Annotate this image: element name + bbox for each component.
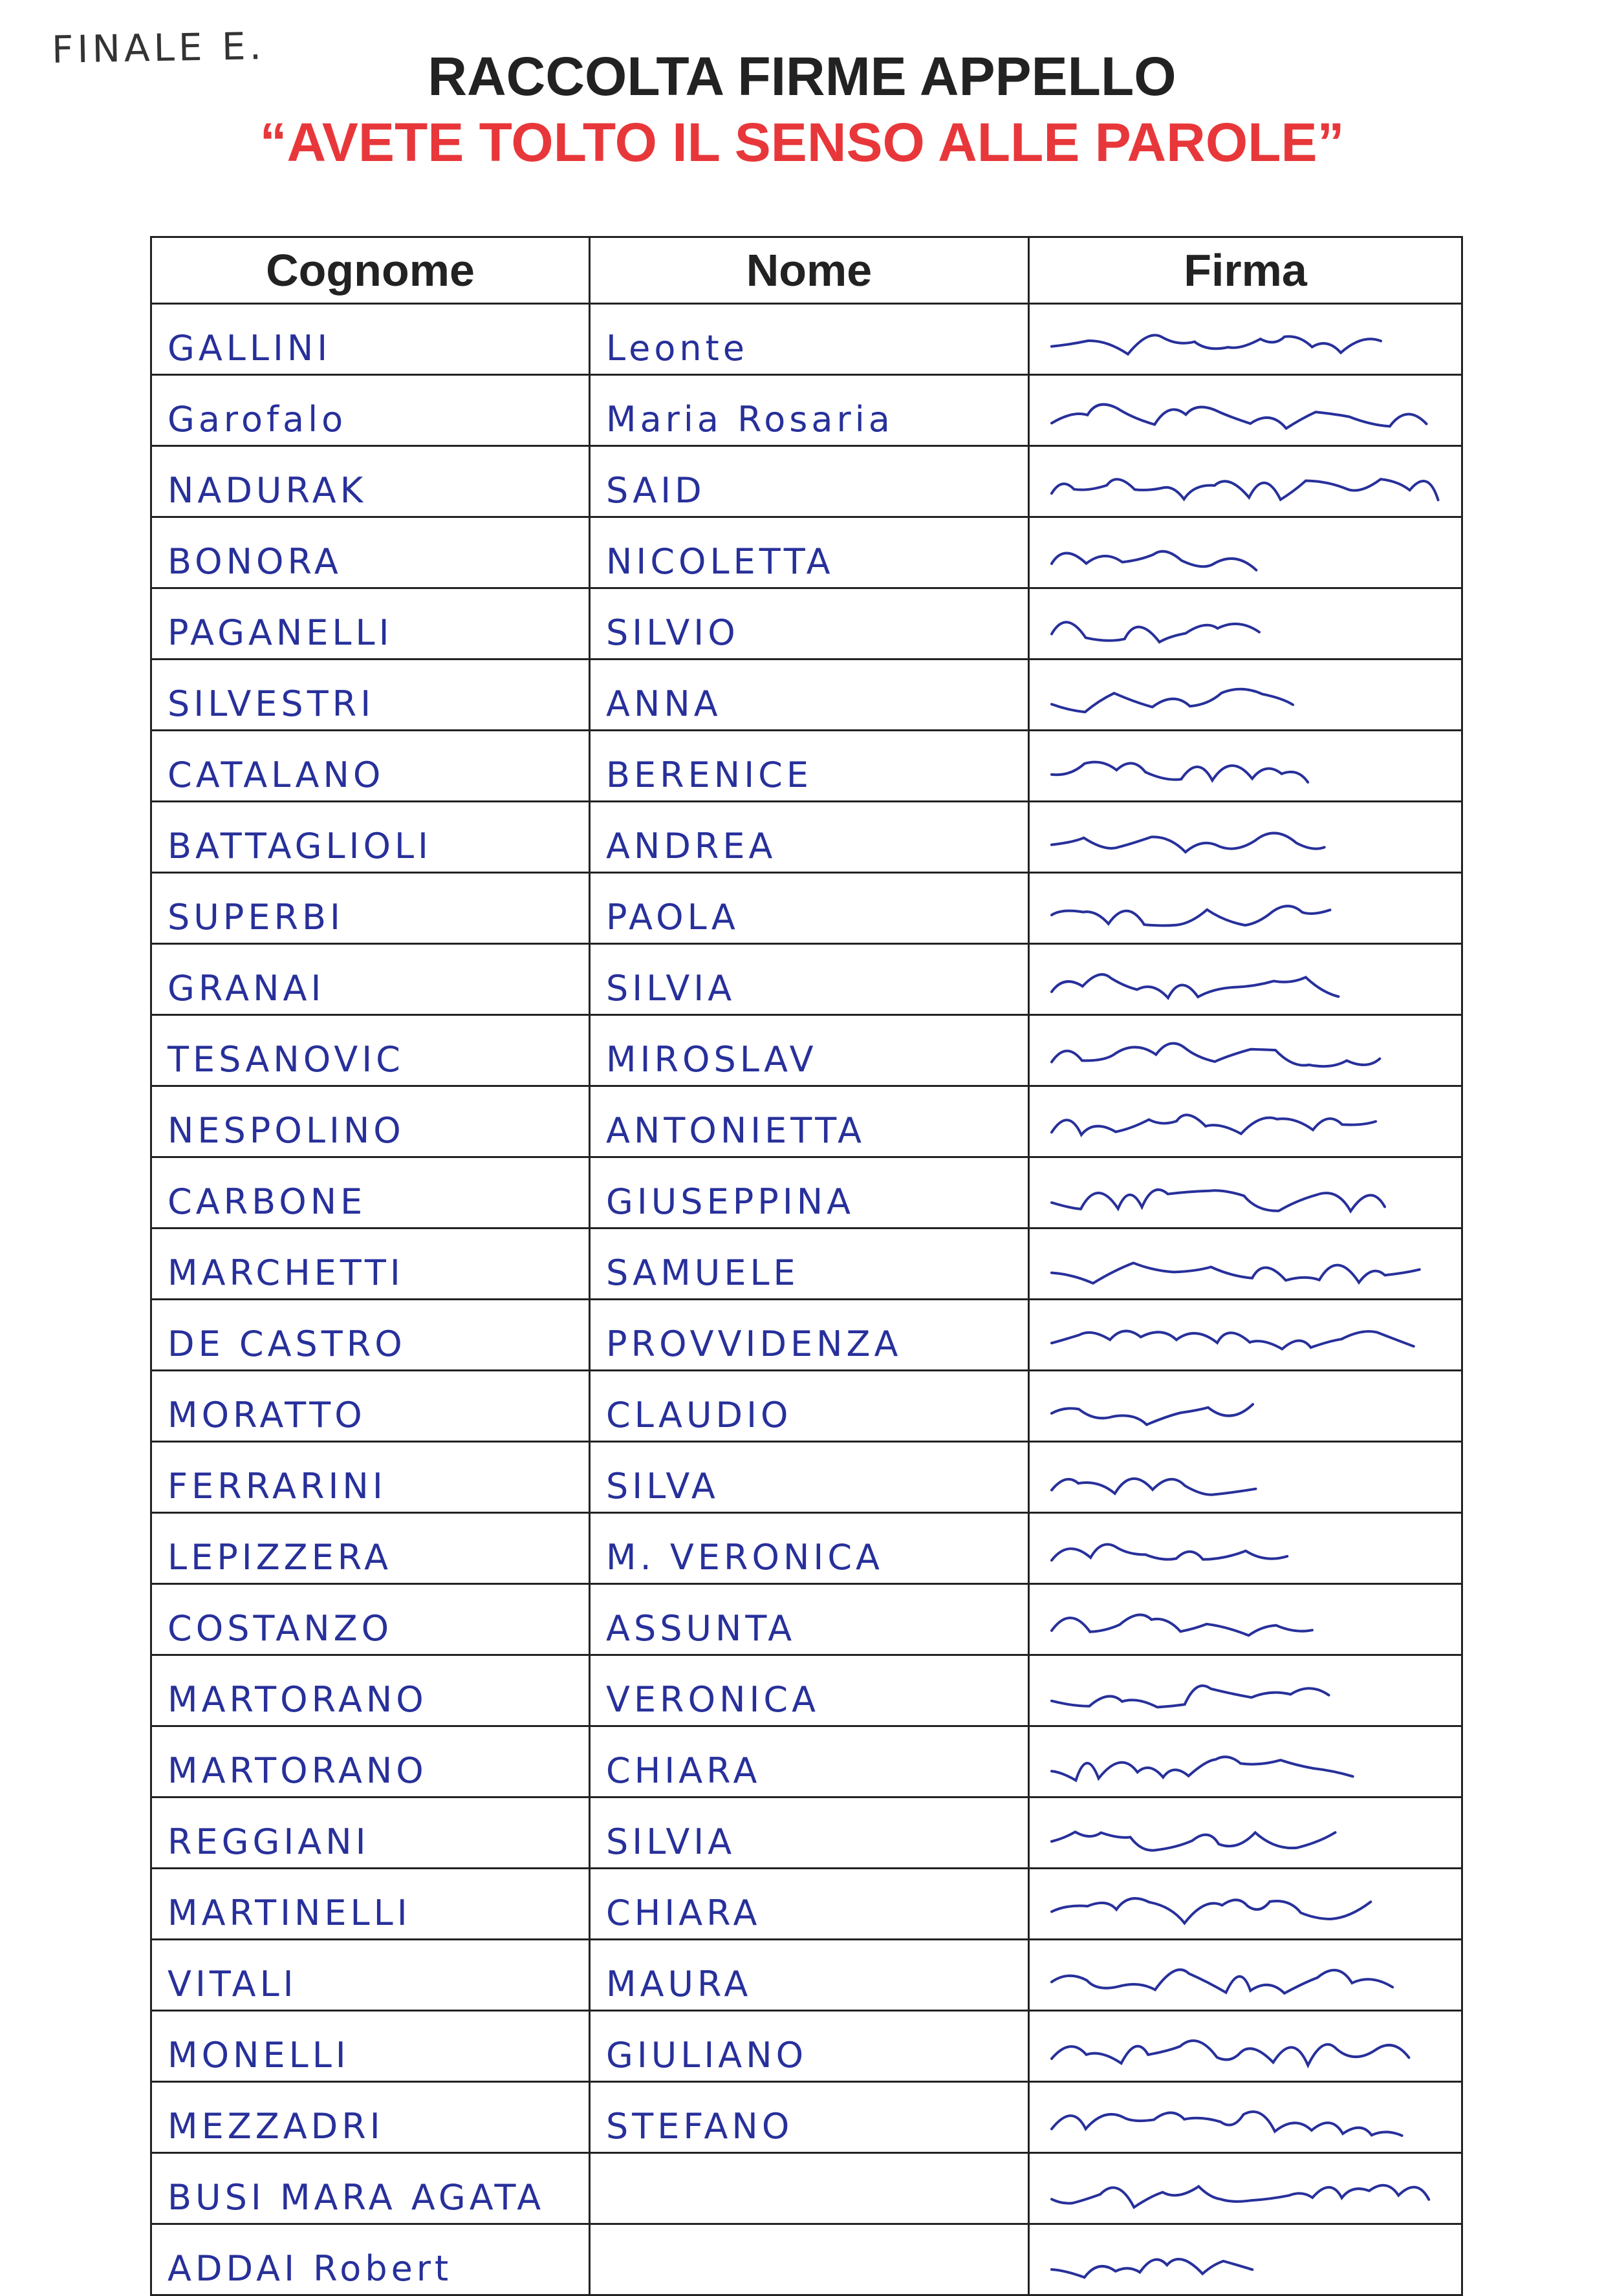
cognome-cell: PAGANELLI	[151, 588, 590, 660]
firma-cell	[1029, 2224, 1462, 2295]
signature-scribble	[1045, 2166, 1446, 2218]
table-row	[151, 944, 1462, 1015]
firma-cell	[1029, 2011, 1462, 2082]
cognome-cell: TESANOVIC	[151, 1015, 590, 1086]
signature-scribble	[1045, 1241, 1446, 1293]
cognome-cell: BATTAGLIOLI	[151, 802, 590, 873]
table-row	[151, 1726, 1462, 1797]
nome-cell: CLAUDIO	[590, 1371, 1029, 1442]
cognome-cell: MARTINELLI	[151, 1869, 590, 1940]
cognome-cell: GALLINI	[151, 304, 590, 375]
firma-cell	[1029, 1513, 1462, 1584]
table-row	[151, 1300, 1462, 1371]
firma-cell	[1029, 304, 1462, 375]
page-title: RACCOLTA FIRME APPELLO	[428, 46, 1176, 107]
signature-table	[150, 236, 1463, 2296]
signature-scribble	[1045, 744, 1446, 795]
cognome-cell: CARBONE	[151, 1157, 590, 1228]
cognome-cell: NESPOLINO	[151, 1086, 590, 1157]
firma-cell	[1029, 873, 1462, 944]
nome-cell: SILVIA	[590, 944, 1029, 1015]
table-row	[151, 731, 1462, 802]
table-row	[151, 1797, 1462, 1869]
table-row	[151, 588, 1462, 660]
nome-cell	[590, 2224, 1029, 2295]
nome-cell: CHIARA	[590, 1726, 1029, 1797]
nome-cell: SILVIA	[590, 1797, 1029, 1869]
cognome-cell: VITALI	[151, 1940, 590, 2011]
cognome-cell: NADURAK	[151, 446, 590, 517]
firma-cell	[1029, 517, 1462, 588]
cognome-cell: REGGIANI	[151, 1797, 590, 1869]
table-row	[151, 1513, 1462, 1584]
signature-scribble	[1045, 1526, 1446, 1578]
corner-note: FINALE E.	[51, 24, 266, 72]
signature-scribble	[1045, 1739, 1446, 1791]
table-row	[151, 1584, 1462, 1655]
table-row	[151, 660, 1462, 731]
signature-scribble	[1045, 1170, 1446, 1222]
signature-scribble	[1045, 886, 1446, 938]
firma-cell	[1029, 1797, 1462, 1869]
nome-cell: Leonte	[590, 304, 1029, 375]
table-row	[151, 873, 1462, 944]
signature-scribble	[1045, 2237, 1446, 2289]
signature-scribble	[1045, 1953, 1446, 2004]
cognome-cell: SUPERBI	[151, 873, 590, 944]
cognome-cell: MEZZADRI	[151, 2082, 590, 2153]
firma-cell	[1029, 1371, 1462, 1442]
table-row	[151, 1869, 1462, 1940]
nome-cell: NICOLETTA	[590, 517, 1029, 588]
nome-cell: SILVIO	[590, 588, 1029, 660]
cognome-cell: MARCHETTI	[151, 1228, 590, 1300]
nome-cell: GIUSEPPINA	[590, 1157, 1029, 1228]
nome-cell: PROVVIDENZA	[590, 1300, 1029, 1371]
cognome-cell: MARTORANO	[151, 1726, 590, 1797]
table-header-row	[151, 237, 1462, 304]
signature-scribble	[1045, 388, 1446, 440]
signature-scribble	[1045, 957, 1446, 1009]
cognome-cell: DE CASTRO	[151, 1300, 590, 1371]
signature-scribble	[1045, 1028, 1446, 1080]
table-row	[151, 304, 1462, 375]
page-subtitle: “AVETE TOLTO IL SENSO ALLE PAROLE”	[259, 112, 1345, 173]
signature-scribble	[1045, 459, 1446, 511]
firma-cell	[1029, 944, 1462, 1015]
nome-cell: SILVA	[590, 1442, 1029, 1513]
signature-scribble	[1045, 1313, 1446, 1364]
signature-scribble	[1045, 1668, 1446, 1720]
cognome-cell: BONORA	[151, 517, 590, 588]
signature-scribble	[1045, 1099, 1446, 1151]
cognome-cell: LEPIZZERA	[151, 1513, 590, 1584]
table-row	[151, 1157, 1462, 1228]
table-row	[151, 1442, 1462, 1513]
nome-cell: ANDREA	[590, 802, 1029, 873]
signature-scribble	[1045, 1597, 1446, 1649]
table-row	[151, 2082, 1462, 2153]
nome-cell: GIULIANO	[590, 2011, 1029, 2082]
table-row	[151, 2153, 1462, 2224]
firma-cell	[1029, 1869, 1462, 1940]
firma-cell	[1029, 1157, 1462, 1228]
signature-scribble	[1045, 815, 1446, 866]
firma-cell	[1029, 2082, 1462, 2153]
signature-scribble	[1045, 1455, 1446, 1507]
signature-scribble	[1045, 2024, 1446, 2076]
firma-cell	[1029, 375, 1462, 446]
table-body	[151, 304, 1462, 2295]
table-row	[151, 1655, 1462, 1726]
nome-cell: MAURA	[590, 1940, 1029, 2011]
nome-cell: SAID	[590, 446, 1029, 517]
firma-cell	[1029, 1086, 1462, 1157]
signature-scribble	[1045, 1882, 1446, 1933]
cognome-cell: CATALANO	[151, 731, 590, 802]
column-header-firma: Firma	[1029, 237, 1462, 304]
table-row	[151, 1015, 1462, 1086]
firma-cell	[1029, 446, 1462, 517]
signature-scribble	[1045, 2095, 1446, 2147]
nome-cell: M. VERONICA	[590, 1513, 1029, 1584]
column-header-nome: Nome	[590, 237, 1029, 304]
table-row	[151, 2011, 1462, 2082]
firma-cell	[1029, 1584, 1462, 1655]
signature-scribble	[1045, 317, 1446, 369]
nome-cell: ANNA	[590, 660, 1029, 731]
signature-scribble	[1045, 672, 1446, 724]
table-row	[151, 1940, 1462, 2011]
cognome-cell: SILVESTRI	[151, 660, 590, 731]
table-row	[151, 1228, 1462, 1300]
firma-cell	[1029, 802, 1462, 873]
cognome-cell: MORATTO	[151, 1371, 590, 1442]
nome-cell: Maria Rosaria	[590, 375, 1029, 446]
nome-cell: CHIARA	[590, 1869, 1029, 1940]
signature-scribble	[1045, 530, 1446, 582]
firma-cell	[1029, 1442, 1462, 1513]
nome-cell: VERONICA	[590, 1655, 1029, 1726]
signature-scribble	[1045, 1384, 1446, 1435]
table-row	[151, 446, 1462, 517]
firma-cell	[1029, 1015, 1462, 1086]
cognome-cell: COSTANZO	[151, 1584, 590, 1655]
cognome-cell: Garofalo	[151, 375, 590, 446]
nome-cell: MIROSLAV	[590, 1015, 1029, 1086]
cognome-cell: FERRARINI	[151, 1442, 590, 1513]
firma-cell	[1029, 660, 1462, 731]
firma-cell	[1029, 1228, 1462, 1300]
cognome-cell: BUSI MARA AGATA	[151, 2153, 590, 2224]
nome-cell: PAOLA	[590, 873, 1029, 944]
firma-cell	[1029, 2153, 1462, 2224]
signature-scribble	[1045, 1810, 1446, 1862]
table-row	[151, 375, 1462, 446]
cognome-cell: MONELLI	[151, 2011, 590, 2082]
cognome-cell: ADDAI Robert	[151, 2224, 590, 2295]
nome-cell: SAMUELE	[590, 1228, 1029, 1300]
firma-cell	[1029, 731, 1462, 802]
table-row	[151, 802, 1462, 873]
table-row	[151, 1371, 1462, 1442]
firma-cell	[1029, 1655, 1462, 1726]
cognome-cell: MARTORANO	[151, 1655, 590, 1726]
nome-cell: STEFANO	[590, 2082, 1029, 2153]
signature-scribble	[1045, 601, 1446, 653]
cognome-cell: GRANAI	[151, 944, 590, 1015]
firma-cell	[1029, 588, 1462, 660]
nome-cell: ANTONIETTA	[590, 1086, 1029, 1157]
table-row	[151, 517, 1462, 588]
firma-cell	[1029, 1300, 1462, 1371]
nome-cell: ASSUNTA	[590, 1584, 1029, 1655]
nome-cell: BERENICE	[590, 731, 1029, 802]
nome-cell	[590, 2153, 1029, 2224]
column-header-cognome: Cognome	[151, 237, 590, 304]
table-row	[151, 1086, 1462, 1157]
firma-cell	[1029, 1726, 1462, 1797]
firma-cell	[1029, 1940, 1462, 2011]
table-row	[151, 2224, 1462, 2295]
